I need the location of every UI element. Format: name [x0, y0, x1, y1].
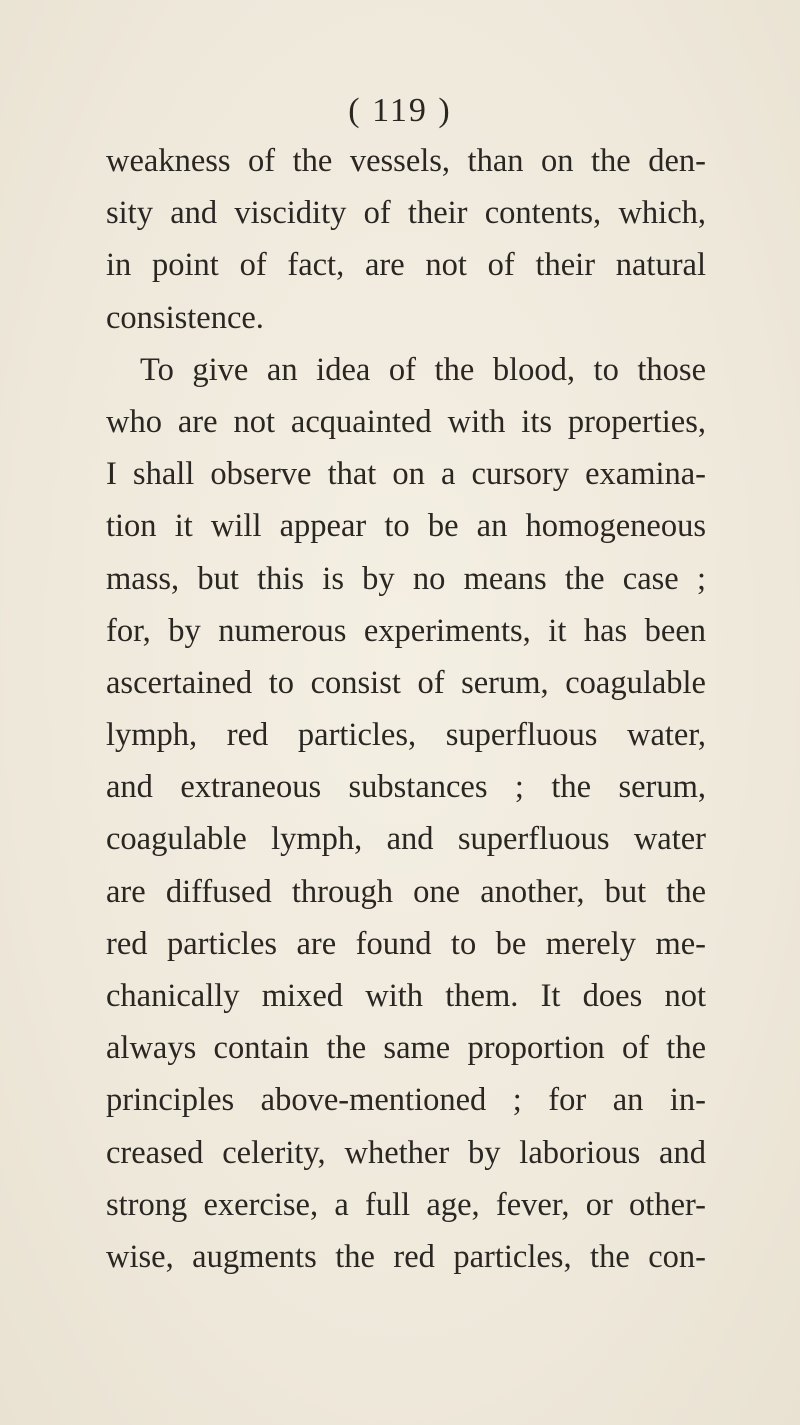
text-line: in point of fact, are not of their natural [106, 247, 706, 284]
text-line: red particles are found to be merely me- [106, 925, 706, 962]
text-line: To give an idea of the blood, to those [140, 351, 706, 388]
text-line: tion it will appear to be an homogeneous [106, 508, 706, 545]
text-line: for, by numerous experiments, it has been [106, 612, 706, 649]
text-line: weakness of the vessels, than on the den- [106, 143, 706, 179]
text-line: wise, augments the red particles, the con- [106, 1238, 706, 1275]
text-line: principles above-mentioned ; for an in- [106, 1082, 706, 1119]
text-line: creased celerity, whether by laborious and [106, 1134, 706, 1171]
text-line: coagulable lymph, and superfluous water [106, 821, 706, 858]
text-line: I shall observe that on a cursory examina- [106, 456, 706, 493]
text-line: lymph, red particles, superfluous water, [106, 717, 706, 754]
text-line: and extraneous substances ; the serum, [106, 769, 706, 806]
text-line: strong exercise, a full age, fever, or other- [106, 1186, 706, 1223]
text-line: mass, but this is by no means the case ; [106, 560, 706, 597]
text-line: ascertained to consist of serum, coagulable [106, 664, 706, 701]
text-line: always contain the same proportion of the [106, 1030, 706, 1067]
text-line: are diffused through one another, but the [106, 873, 706, 910]
body-text [106, 135, 706, 1283]
text-line: who are not acquainted with its properties, [106, 403, 706, 440]
text-line: chanically mixed with them. It does not [106, 978, 706, 1014]
text-line: consistence. [106, 299, 264, 336]
page-number: ( 119 ) [348, 92, 452, 129]
text-line: sity and viscidity of their contents, which, [106, 195, 706, 232]
